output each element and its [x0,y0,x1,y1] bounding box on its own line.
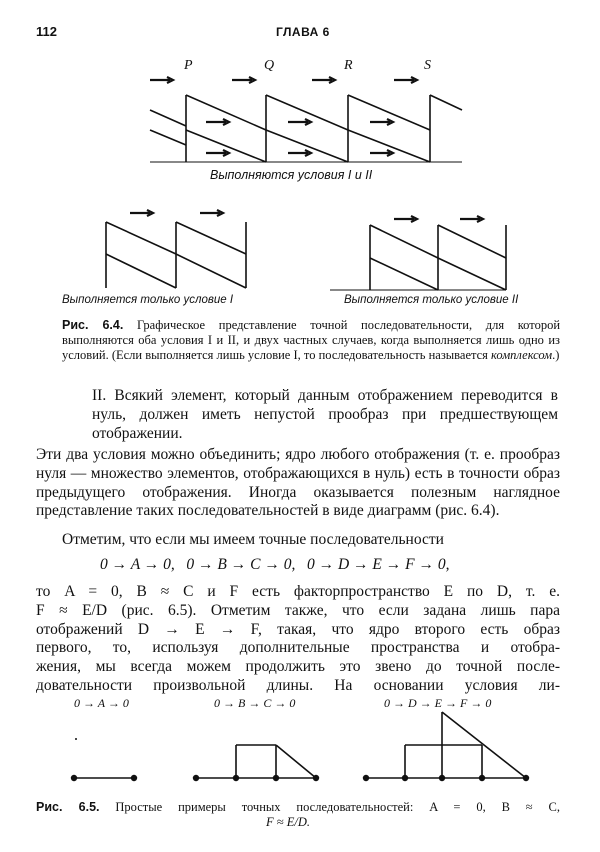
fig65-seq-c: 0 → D → E → F → 0 [384,696,492,710]
letter-p: P [184,58,193,73]
text-line: жения, мы всегда можем продолжить это звено до точной после- [36,658,560,676]
condition-text: Всякий элемент, который данным отображением переводится в нуль, должен иметь непустой прообраз при предшествующем отображении. [92,387,559,442]
text-line: отображений D → E → F, такая, что ядро второго есть образ [36,620,560,638]
paragraph-combine: Эти два условия можно объединить; ядро любого отображения (т. е. прообраз нуля — множество элементов, отображающихся в нуль) есть в точности образ предыдущего отображения. Иногда оказывается полезным наглядное представление таких последовательностей в виде диаграмм (рис. 6.4). [36,446,560,520]
text-line: то A = 0, B ≈ C и F есть факторпространство E по D, т. е. [36,583,560,600]
condition-numeral: II. [92,387,107,404]
label-both-conditions: Выполняются условия I и II [210,168,373,182]
figure-6-5-caption-line2: F ≈ E/D. [266,815,311,829]
text-line: F ≈ E/D (рис. 6.5). Отметим также, что если задана лишь пара [36,601,560,619]
text-line: первого, то, используя дополнительные пространства и отобра- [36,639,560,657]
text-line: довательности произвольной длины. На основании условия ли- [36,676,560,694]
caption-text: Простые примеры точных последовательностей: A = 0, B ≈ C, [115,800,560,814]
figure-6-4-caption [62,318,560,363]
figure-6-5-caption [36,800,560,815]
caption-term: комплексом [491,348,553,362]
letter-q: Q [264,58,275,73]
exact-sequences: 0 → A → 0, 0 → B → C → 0, 0 → D → E → F → 0, [100,556,450,573]
fig65-seq-a: 0 → A → 0 [74,696,129,710]
caption-end: .) [552,348,560,362]
label-only-condition-1: Выполняется только условие I [62,294,234,306]
letter-s: S [424,58,431,73]
chapter-title: ГЛАВА 6 [276,25,330,39]
fig65-seq-b: 0 → B → C → 0 [214,696,296,710]
page-number: 112 [36,24,57,39]
caption-text: Графическое представление точной последовательности, для которой выполняются оба условия I и II, и двух частных случаев, когда выполняется лишь одно из условий. (Если выполняется лишь условие I, то последовательность называется [62,318,561,362]
caption-number: Рис. 6.4. [62,318,124,332]
paragraph-note: Отметим, что если мы имеем точные последовательности [62,531,444,548]
caption-number: Рис. 6.5. [36,800,100,814]
paragraph-factor [36,583,560,696]
label-only-condition-2: Выполняется только условие II [344,294,519,306]
condition-two [92,387,558,443]
letter-r: R [344,58,353,73]
